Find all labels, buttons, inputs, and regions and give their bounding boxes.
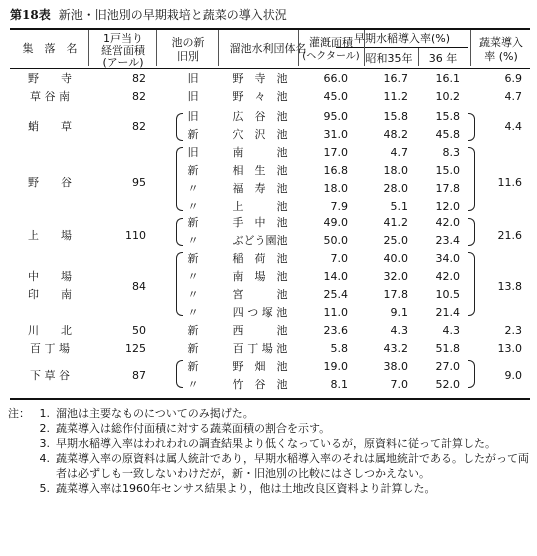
cell-pond-type: 〃 (187, 234, 199, 247)
header-settlement: 集 落 名 (22, 42, 78, 55)
cell-y36: 10.5 (435, 288, 460, 301)
notes (10, 406, 530, 496)
cell-pond-type: 旧 (187, 72, 199, 85)
cell-y35: 43.2 (383, 342, 408, 355)
cell-pond-name: 手 中 池 (232, 216, 288, 229)
cell-y36: 16.1 (435, 72, 460, 85)
cell-veg: 9.0 (504, 369, 522, 382)
note-number (10, 436, 50, 451)
cell-y36: 52.0 (435, 378, 460, 391)
cell-y36: 8.3 (442, 146, 460, 159)
col-sep (470, 30, 471, 66)
cell-y35: 48.2 (383, 128, 408, 141)
table-title (10, 6, 287, 23)
header-area-2: 経営面積 (101, 44, 145, 57)
note-item (10, 436, 530, 451)
header-veg-1: 蔬菜導入 (479, 36, 523, 49)
cell-pond-type: 新 (187, 164, 199, 177)
cell-pond-name: 百 丁 場 池 (232, 342, 288, 355)
header-rule (10, 68, 530, 69)
cell-irrigated: 66.0 (323, 72, 348, 85)
cell-irrigated: 14.0 (323, 270, 348, 283)
note-item (10, 421, 530, 436)
cell-pond-type: 旧 (187, 146, 199, 159)
cell-y36: 15.8 (435, 110, 460, 123)
brace-left (176, 113, 183, 141)
brace-right (468, 360, 475, 388)
brace-left (176, 147, 183, 211)
cell-pond-name: ぶどう園池 (232, 234, 288, 247)
cell-y36: 42.0 (435, 216, 460, 229)
cell-y35: 7.0 (390, 378, 408, 391)
cell-irrigated: 49.0 (323, 216, 348, 229)
cell-veg: 13.8 (497, 280, 522, 293)
note-num: 1. (39, 407, 50, 420)
cell-y35: 15.8 (383, 110, 408, 123)
note-number (10, 451, 50, 466)
cell-y35: 11.2 (383, 90, 408, 103)
col-sep (364, 30, 365, 66)
cell-veg: 11.6 (497, 176, 522, 189)
table-number: 第18表 (10, 8, 51, 22)
note-item (10, 481, 530, 496)
cell-area: 95 (132, 176, 146, 189)
note-number (10, 421, 50, 436)
cell-y36: 17.8 (435, 182, 460, 195)
cell-y36: 10.2 (435, 90, 460, 103)
brace-left (176, 360, 183, 388)
cell-y36: 42.0 (435, 270, 460, 283)
cell-pond-name: 相 生 池 (232, 164, 288, 177)
cell-settlement: 上 場 (28, 229, 72, 242)
cell-veg: 2.3 (504, 324, 522, 337)
cell-veg: 21.6 (497, 229, 522, 242)
cell-y35: 38.0 (383, 360, 408, 373)
cell-y36: 21.4 (435, 306, 460, 319)
header-year-36: 36 年 (428, 52, 458, 65)
cell-pond-type: 〃 (187, 270, 199, 283)
cell-irrigated: 18.0 (323, 182, 348, 195)
note-text: 蔬菜導入は総作付面積に対する蔬菜面積の割合を示す。 (56, 422, 331, 435)
cell-irrigated: 7.0 (330, 252, 348, 265)
cell-irrigated: 95.0 (323, 110, 348, 123)
cell-y36: 45.8 (435, 128, 460, 141)
note-item (10, 406, 530, 421)
bottom-rule (10, 398, 530, 400)
cell-pond-name: 宮 池 (232, 288, 288, 301)
cell-settlement: 中 場 (28, 270, 72, 283)
cell-settlement: 百 丁 場 (30, 342, 70, 355)
cell-y35: 4.3 (390, 324, 408, 337)
cell-pond-type: 〃 (187, 288, 199, 301)
cell-y36: 23.4 (435, 234, 460, 247)
cell-pond-name: 竹 谷 池 (232, 378, 288, 391)
cell-veg: 13.0 (497, 342, 522, 355)
cell-pond-name: 西 池 (232, 324, 288, 337)
cell-y35: 25.0 (383, 234, 408, 247)
cell-pond-type: 〃 (187, 378, 199, 391)
note-num: 2. (39, 422, 50, 435)
cell-y35: 18.0 (383, 164, 408, 177)
cell-y35: 5.1 (390, 200, 408, 213)
cell-y35: 28.0 (383, 182, 408, 195)
header-pond-type-1: 池の新 (171, 36, 205, 49)
cell-pond-name: 稲 荷 池 (232, 252, 288, 265)
header-area-1: 1戸当り (103, 32, 143, 45)
cell-pond-name: 広 谷 池 (232, 110, 288, 123)
cell-irrigated: 50.0 (323, 234, 348, 247)
cell-pond-name: 上 池 (232, 200, 288, 213)
cell-y35: 4.7 (390, 146, 408, 159)
header-pond-type-2: 旧別 (177, 50, 199, 63)
cell-settlement: 野 谷 (28, 176, 72, 189)
cell-pond-type: 新 (187, 360, 199, 373)
cell-pond-type: 〃 (187, 306, 199, 319)
note-num: 5. (39, 482, 50, 495)
brace-right (468, 147, 475, 211)
cell-irrigated: 8.1 (330, 378, 348, 391)
cell-y35: 17.8 (383, 288, 408, 301)
brace-right (468, 252, 475, 316)
note-text: 早期水稲導入率はわれわれの調査結果より低くなっているが，原資料に従って計算した。 (56, 437, 496, 450)
brace-left (176, 218, 183, 246)
header-year-s35: 昭和35年 (365, 52, 413, 65)
note-num: 4. (39, 452, 50, 465)
cell-area: 82 (132, 72, 146, 85)
cell-y36: 12.0 (435, 200, 460, 213)
cell-y36: 27.0 (435, 360, 460, 373)
cell-pond-name: 南 池 (232, 146, 288, 159)
cell-irrigated: 5.8 (330, 342, 348, 355)
note-text: 蔬菜導入率は1960年センサス結果より，他は土地改良区資料より計算した。 (56, 482, 436, 495)
header-veg-2: 率 (%) (484, 50, 518, 63)
note-number (10, 481, 50, 496)
cell-settlement: 草 谷 南 (30, 90, 70, 103)
cell-pond-type: 〃 (187, 200, 199, 213)
cell-irrigated: 25.4 (323, 288, 348, 301)
col-sep (156, 30, 157, 66)
cell-y36: 34.0 (435, 252, 460, 265)
col-sep (88, 30, 89, 66)
header-irrigated: 灌漑面積 (309, 36, 353, 49)
cell-irrigated: 31.0 (323, 128, 348, 141)
cell-pond-type: 新 (187, 216, 199, 229)
cell-pond-name: 野 畑 池 (232, 360, 288, 373)
cell-pond-type: 新 (187, 324, 199, 337)
note-item (10, 451, 530, 481)
header-early-rice: 早期水稲導入率(%) (353, 32, 451, 45)
cell-pond-type: 〃 (187, 182, 199, 195)
cell-settlement: 野 寺 (28, 72, 72, 85)
cell-y35: 40.0 (383, 252, 408, 265)
cell-area: 84 (132, 280, 146, 293)
cell-pond-name: 四 つ 塚 池 (232, 306, 288, 319)
header-pond-name: 溜池水利団体名 (229, 42, 307, 55)
table-caption: 新池・旧池別の早期栽培と蔬菜の導入状況 (58, 8, 287, 22)
brace-right (468, 113, 475, 141)
header-irrigated-unit: (ヘクタール) (302, 51, 360, 62)
cell-settlement: 印 南 (28, 288, 72, 301)
cell-y36: 4.3 (442, 324, 460, 337)
cell-settlement: 下 草 谷 (30, 369, 70, 382)
cell-veg: 6.9 (504, 72, 522, 85)
cell-pond-name: 野 々 池 (232, 90, 288, 103)
header-area-unit: (アール) (102, 56, 144, 69)
cell-y35: 32.0 (383, 270, 408, 283)
col-sep (298, 30, 299, 66)
cell-pond-type: 旧 (187, 110, 199, 123)
cell-irrigated: 17.0 (323, 146, 348, 159)
cell-area: 87 (132, 369, 146, 382)
cell-settlement: 蛸 草 (28, 120, 72, 133)
cell-area: 125 (125, 342, 146, 355)
cell-area: 110 (125, 229, 146, 242)
cell-irrigated: 23.6 (323, 324, 348, 337)
note-number (10, 406, 50, 421)
cell-y36: 51.8 (435, 342, 460, 355)
cell-area: 82 (132, 90, 146, 103)
cell-irrigated: 45.0 (323, 90, 348, 103)
cell-irrigated: 11.0 (323, 306, 348, 319)
cell-pond-type: 新 (187, 128, 199, 141)
cell-settlement: 川 北 (28, 324, 72, 337)
cell-y35: 41.2 (383, 216, 408, 229)
brace-right (468, 218, 475, 246)
note-text: 溜池は主要なものについてのみ掲げた。 (56, 407, 254, 420)
cell-pond-name: 南 場 池 (232, 270, 288, 283)
col-sep (218, 30, 219, 66)
notes-label: 注： (8, 407, 30, 420)
brace-left (176, 252, 183, 316)
cell-area: 82 (132, 120, 146, 133)
note-text: 蔬菜導入率の原資料は属人統計であり，早期水稲導入率のそれは属地統計である。したがって両者は必ずしも一致しないわけだが，新・旧池別の比較にはさしつかえない。 (56, 452, 529, 480)
cell-veg: 4.7 (504, 90, 522, 103)
cell-y35: 16.7 (383, 72, 408, 85)
cell-area: 50 (132, 324, 146, 337)
cell-pond-name: 穴 沢 池 (232, 128, 288, 141)
cell-y36: 15.0 (435, 164, 460, 177)
col-sep (418, 48, 419, 66)
cell-irrigated: 7.9 (330, 200, 348, 213)
cell-y35: 9.1 (390, 306, 408, 319)
cell-irrigated: 16.8 (323, 164, 348, 177)
cell-pond-type: 新 (187, 342, 199, 355)
cell-irrigated: 19.0 (323, 360, 348, 373)
note-num: 3. (39, 437, 50, 450)
cell-pond-type: 旧 (187, 90, 199, 103)
cell-pond-type: 新 (187, 252, 199, 265)
cell-veg: 4.4 (504, 120, 522, 133)
cell-pond-name: 福 寿 池 (232, 182, 288, 195)
cell-pond-name: 野 寺 池 (232, 72, 288, 85)
